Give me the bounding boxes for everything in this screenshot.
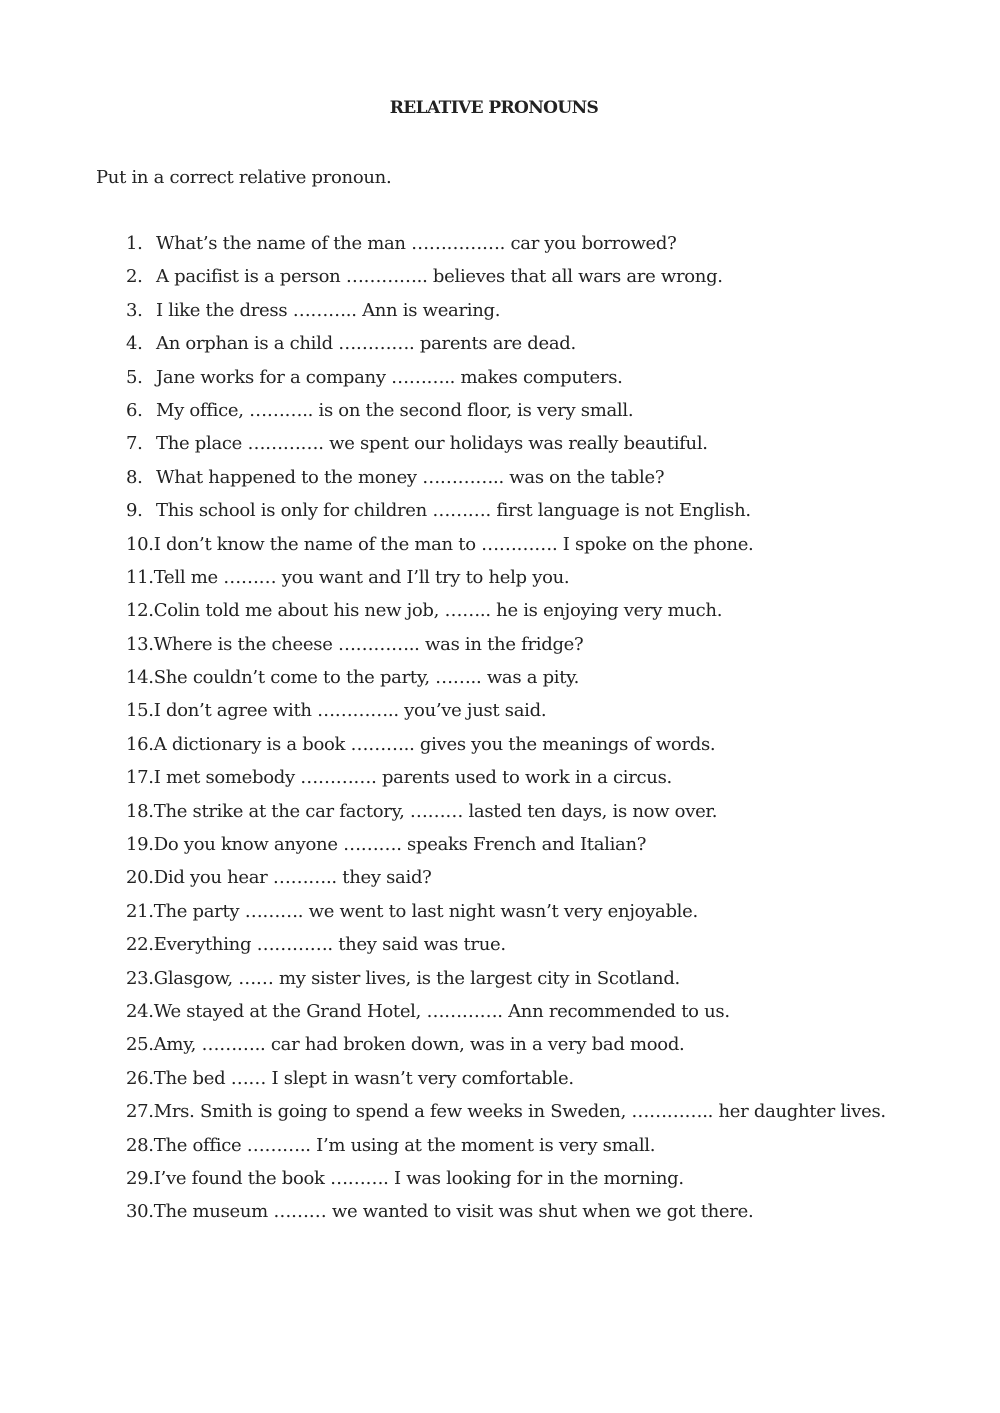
exercise-number: 24. [126, 1000, 154, 1022]
exercise-number: 4. [126, 333, 143, 355]
exercise-number: 29. [126, 1167, 154, 1189]
exercise-sentence: What happened to the money ………….. was on the table? [156, 466, 665, 488]
exercise-number: 3. [126, 299, 143, 321]
exercise-sentence: Jane works for a company ……….. makes computers. [156, 366, 623, 388]
exercise-number: 12. [126, 600, 154, 622]
exercise-sentence: The strike at the car factory, ……… lasted ten days, is now over. [153, 800, 718, 822]
exercise-sentence: The museum ……… we wanted to visit was shut when we got there. [153, 1201, 754, 1223]
exercise-number: 20. [126, 867, 154, 889]
exercise-number: 23. [126, 967, 154, 989]
exercise-number: 19. [126, 834, 154, 856]
exercise-sentence: Mrs. Smith is going to spend a few weeks in Sweden, ………….. her daughter lives. [153, 1101, 886, 1123]
exercise-sentence: I don’t agree with ………….. you’ve just said. [153, 700, 547, 722]
exercise-number: 30. [126, 1201, 154, 1223]
exercise-number: 5. [126, 366, 143, 388]
exercise-number: 1. [126, 233, 143, 254]
exercise-sentence: Do you know anyone ………. speaks French and Italian? [153, 834, 647, 856]
exercise-sentence: Everything …………. they said was true. [153, 934, 506, 956]
exercise-sentence: An orphan is a child …………. parents are dead. [156, 333, 576, 355]
exercise-number: 26. [126, 1067, 154, 1089]
exercise-sentence: Did you hear ……….. they said? [153, 867, 432, 889]
exercise-number: 14. [126, 667, 154, 689]
exercise-sentence: I’ve found the book ………. I was looking for in the morning. [153, 1167, 684, 1189]
exercise-sentence: Colin told me about his new job, …….. he is enjoying very much. [153, 600, 723, 622]
exercise-number: 11. [126, 566, 154, 588]
exercise-sentence: My office, ……….. is on the second floor, is very small. [156, 399, 634, 421]
exercise-number: 7. [126, 433, 143, 455]
exercise-sentence: The office ……….. I’m using at the moment is very small. [153, 1134, 656, 1156]
exercise-sentence: Tell me ……… you want and I’ll try to help you. [153, 566, 570, 588]
exercise-sentence: Glasgow, …… my sister lives, is the largest city in Scotland. [153, 967, 680, 989]
exercise-number: 13. [126, 633, 154, 655]
exercise-number: 16. [126, 733, 154, 755]
worksheet-instruction: Put in a correct relative pronoun. [96, 167, 392, 188]
exercise-number: 15. [126, 700, 154, 722]
exercise-sentence: A dictionary is a book ……….. gives you the meanings of words. [153, 733, 716, 755]
exercise-sentence: She couldn’t come to the party, …….. was a pity. [153, 667, 580, 689]
exercise-number: 28. [126, 1134, 154, 1156]
exercise-sentence: I like the dress ……….. Ann is wearing. [156, 299, 501, 321]
exercise-sentence: This school is only for children ………. first language is not English. [156, 500, 751, 522]
exercise-number: 21. [126, 900, 154, 922]
exercise-number: 18. [126, 800, 154, 822]
exercise-number: 22. [126, 934, 154, 956]
exercise-number: 10. [126, 533, 154, 555]
exercise-sentence: What’s the name of the man ……………. car you borrowed? [156, 233, 677, 254]
exercise-sentence: I met somebody …………. parents used to work in a circus. [153, 767, 672, 789]
exercise-number: 27. [126, 1101, 154, 1123]
exercise-sentence: Where is the cheese ………….. was in the fridge? [153, 633, 584, 655]
exercise-sentence: I don’t know the name of the man to …………. I spoke on the phone. [153, 533, 754, 555]
exercise-number: 17. [126, 767, 154, 789]
exercise-sentence: The place …………. we spent our holidays was really beautiful. [156, 433, 708, 455]
worksheet-title: RELATIVE PRONOUNS [389, 98, 599, 118]
exercise-sentence: The party ………. we went to last night wasn’t very enjoyable. [153, 900, 698, 922]
exercise-sentence: We stayed at the Grand Hotel, …………. Ann recommended to us. [153, 1000, 730, 1022]
exercise-sentence: Amy, ……….. car had broken down, was in a very bad mood. [153, 1034, 685, 1056]
exercise-number: 8. [126, 466, 143, 488]
exercise-number: 6. [126, 399, 143, 421]
exercise-number: 9. [126, 500, 143, 522]
exercise-sentence: The bed …… I slept in wasn’t very comfortable. [153, 1067, 574, 1089]
exercise-number: 25. [126, 1034, 154, 1056]
exercise-number: 2. [126, 266, 143, 288]
exercise-sentence: A pacifist is a person ………….. believes that all wars are wrong. [156, 266, 723, 288]
